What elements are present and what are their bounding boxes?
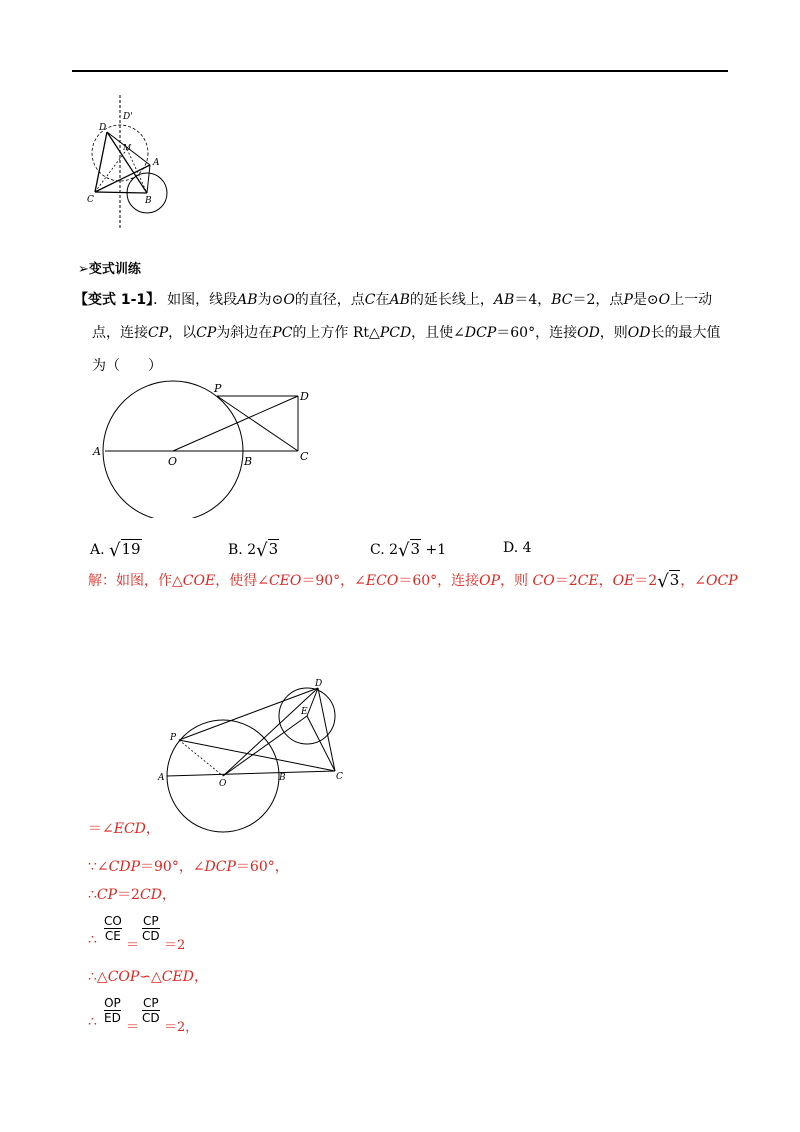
denominator: CE — [104, 929, 121, 943]
var-ecd: ECD — [113, 821, 146, 837]
text-run: ，以 — [168, 325, 197, 341]
figure-main-diagram — [90, 378, 330, 518]
option-a[interactable] — [90, 540, 142, 561]
text-run: ∴△ — [88, 969, 108, 985]
var-ab: AB — [493, 292, 515, 308]
solution-step-4 — [88, 912, 288, 952]
var-oe: OE — [612, 573, 635, 589]
text-run: ＝60°，连接 — [398, 573, 480, 589]
var-bc: BC — [551, 292, 573, 308]
coefficient: 2 — [389, 542, 399, 558]
option-c[interactable] — [370, 540, 446, 561]
fig-main-label-a: A — [93, 445, 101, 458]
text-run: 上一动 — [670, 292, 713, 308]
coefficient: 2 — [247, 542, 257, 558]
text-run: ＝4， — [514, 292, 552, 308]
var-cp: CP — [96, 887, 118, 903]
var-o: O — [658, 292, 671, 308]
solution-step-3 — [88, 884, 176, 904]
fraction-co-ce — [104, 914, 122, 943]
text-run: 的直径，点 — [294, 292, 365, 308]
text-run: ＝2 — [634, 573, 658, 589]
figure-solution-diagram — [155, 676, 355, 836]
option-letter: A. — [90, 542, 105, 558]
text-run: ∽△ — [139, 969, 162, 985]
sqrt-expression: √3 — [256, 540, 279, 561]
text-run: ＝2 — [554, 573, 578, 589]
var-ab: AB — [237, 292, 258, 308]
suffix: +1 — [421, 542, 447, 558]
var-dcp: DCP — [204, 859, 236, 875]
equals-sign: ＝ — [126, 1020, 140, 1035]
var-cp: CP — [196, 325, 217, 341]
equals-value: ＝2， — [164, 1020, 199, 1035]
solution-line-1 — [88, 570, 738, 592]
text-run: 为斜边在 — [216, 325, 273, 341]
var-op: OP — [479, 573, 501, 589]
var-ce: CE — [577, 573, 599, 589]
var-c: C — [364, 292, 376, 308]
denominator: CD — [142, 929, 160, 943]
fig-main-label-b: B — [244, 455, 253, 468]
option-letter: B. — [228, 542, 243, 558]
section-heading: ➢变式训练 — [78, 262, 141, 277]
figure-top-diagram — [85, 95, 175, 230]
text-run: 的上方作 Rt△ — [292, 325, 380, 341]
var-eco: ECO — [365, 573, 399, 589]
problem-line-3: 为（ ） — [92, 358, 162, 374]
var-od: OD — [627, 325, 651, 341]
numerator: CP — [143, 914, 159, 928]
sqrt-expression: √3 — [398, 540, 421, 561]
var-od: OD — [577, 325, 600, 341]
fraction-cp-cd — [142, 914, 160, 943]
text-run: 是⊙ — [632, 292, 659, 308]
header-rule — [72, 70, 728, 72]
var-p: P — [623, 292, 633, 308]
text-run: 长的最大值 — [650, 325, 721, 341]
text-run: ＝∠ — [88, 821, 114, 837]
denominator: ED — [104, 1011, 121, 1025]
fig-main-label-d: D — [300, 390, 309, 403]
denominator: CD — [142, 1011, 160, 1025]
text-run: 在 — [375, 292, 390, 308]
text-run: ∴ — [88, 887, 97, 903]
var-coe: COE — [182, 573, 216, 589]
fig-sol-label-e: E — [301, 707, 308, 717]
text-run: ， — [161, 887, 176, 903]
text-run: ， — [193, 969, 208, 985]
fig-top-label-b: B — [145, 196, 152, 206]
text-run: ＝2，点 — [572, 292, 624, 308]
var-cp: CP — [148, 325, 169, 341]
option-letter: C. — [370, 542, 385, 558]
fig-main-label-o: O — [168, 455, 178, 468]
sqrt-expression: √3 — [657, 571, 680, 592]
text-run: 解：如图，作△ — [88, 573, 183, 589]
text-run: ，则 — [599, 325, 628, 341]
radicand: 3 — [669, 571, 680, 589]
fig-main-label-c: C — [300, 450, 309, 463]
equals-sign: ＝ — [126, 938, 140, 953]
solution-step-2 — [88, 856, 289, 876]
var-pcd: PCD — [379, 325, 412, 341]
fig-top-label-c: C — [87, 195, 94, 205]
fraction-op-ed — [104, 996, 121, 1025]
fraction-cp-cd — [142, 996, 160, 1025]
therefore-symbol: ∴ — [88, 1014, 97, 1030]
text-run: 的延长线上， — [409, 292, 494, 308]
text-run: ＝90°，∠ — [140, 859, 205, 875]
option-value: 4 — [522, 540, 532, 556]
radicand: 19 — [121, 540, 141, 558]
text-run: ＝60°， — [235, 859, 289, 875]
text-run: ＝2 — [117, 887, 140, 903]
text-run: ＝90°，∠ — [301, 573, 366, 589]
numerator: CO — [104, 914, 122, 928]
var-o: O — [283, 292, 295, 308]
var-ced: CED — [161, 969, 194, 985]
fig-sol-label-p: P — [170, 733, 177, 743]
problem-line-1 — [74, 284, 734, 317]
fig-top-label-a: A — [153, 158, 160, 168]
fig-top-label-d-prime: D' — [123, 112, 133, 122]
fig-main-label-p: P — [214, 382, 222, 395]
problem-text — [74, 284, 734, 383]
option-d[interactable] — [503, 540, 532, 556]
radicand: 3 — [268, 540, 279, 558]
fig-sol-label-o: O — [219, 779, 227, 789]
solution-step-1 — [88, 818, 160, 838]
option-letter: D. — [503, 540, 519, 556]
var-cdp: CDP — [108, 859, 140, 875]
solution-step-5 — [88, 966, 208, 986]
fig-sol-label-b: B — [279, 773, 286, 783]
text-run: 为⊙ — [257, 292, 284, 308]
text-run: ，且使∠ — [411, 325, 465, 341]
text-run: ，则 — [500, 573, 533, 589]
var-ab: AB — [389, 292, 410, 308]
var-cd: CD — [139, 887, 162, 903]
fig-sol-label-c: C — [336, 772, 343, 782]
equals-value: ＝2 — [164, 938, 186, 953]
radicand: 3 — [410, 540, 421, 558]
option-b[interactable] — [228, 540, 279, 561]
therefore-symbol: ∴ — [88, 932, 97, 948]
numerator: OP — [104, 996, 121, 1010]
text-run: ，使得∠ — [215, 573, 269, 589]
sqrt-expression: √19 — [109, 540, 141, 561]
fig-sol-label-a: A — [158, 773, 165, 783]
var-ceo: CEO — [268, 573, 302, 589]
fig-top-label-m: M — [123, 143, 132, 152]
numerator: CP — [143, 996, 159, 1010]
problem-tag: 【变式 1-1】 — [74, 292, 154, 308]
var-co: CO — [532, 573, 555, 589]
var-dcp: DCP — [464, 325, 497, 341]
fig-top-label-d: D — [99, 123, 107, 133]
text-run: ，∠ — [680, 573, 706, 589]
text-run: 点，连接 — [92, 325, 148, 341]
text-run: ．如图，线段 — [153, 292, 238, 308]
fig-sol-label-d: D — [315, 679, 323, 689]
var-pc: PC — [272, 325, 293, 341]
problem-line-2 — [74, 317, 734, 350]
text-run: ， — [598, 573, 613, 589]
var-cop: COP — [107, 969, 140, 985]
text-run: ∵∠ — [88, 859, 109, 875]
var-ocp: OCP — [705, 573, 738, 589]
text-run: ， — [145, 821, 160, 837]
solution-step-6 — [88, 994, 288, 1034]
text-run: ＝60°，连接 — [496, 325, 578, 341]
